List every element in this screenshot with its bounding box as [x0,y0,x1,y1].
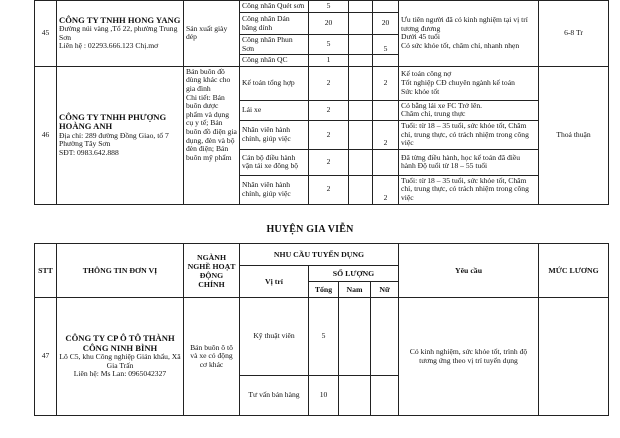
stt-cell: 46 [35,66,57,204]
female-cell [373,55,399,67]
company-info [57,66,184,204]
header-female: Nữ [371,282,399,298]
position-cell: Cán bộ điều hành vận tải xe đông bộ [240,149,309,175]
female-cell [373,1,399,13]
male-cell [349,35,373,55]
requirements-cell: Kế toán công nợ Tốt nghiệp CĐ chuyên ngành kế toán Sức khỏe tốt [399,66,539,100]
male-cell [349,175,373,204]
total-cell: 5 [309,35,349,55]
stt-cell: 45 [35,1,57,67]
female-cell [373,100,399,120]
total-cell: 2 [309,120,349,149]
requirements-cell: Đã từng điều hành, học kế toán đã điều hành Độ tuổi từ 18 – 55 tuổi [399,149,539,175]
requirements-cell: Có kinh nghiệm, sức khỏe tốt, trình độ tương ứng theo vị trí tuyển dụng [399,298,539,416]
header-male: Nam [339,282,371,298]
header-requirements: Yêu cầu [399,244,539,298]
header-stt: STT [35,244,57,298]
position-cell: Kế toán tổng hợp [240,66,309,100]
female-cell: 5 [373,35,399,55]
header-position: Vị trí [240,266,309,298]
company-address: Đường núi vàng ,Tổ 22, phường Trung Sơn [59,24,178,42]
company-info [57,1,184,67]
female-cell: 20 [373,13,399,35]
section-title: HUYỆN GIA VIỄN [266,224,354,235]
table-row [35,298,609,376]
requirements-cell: Tuổi: từ 18 – 35 tuổi, sức khỏe tốt, Chăm chỉ, trung thực, có trách nhiệm trong công việc [399,120,539,149]
employer-table-bottom [34,243,609,416]
company-name: CÔNG TY TNHH HONG YANG [59,14,181,25]
header-industry: NGÀNH NGHỀ HOẠT ĐỘNG CHÍNH [184,244,240,298]
female-cell: 2 [373,120,399,149]
company-address: Địa chỉ: 289 đường Đồng Giao, tổ 7 Phường Tây Sơn [59,130,169,149]
position-cell: Công nhân Phun Sơn [240,35,309,55]
industry-cell: Bán buôn ô tô và xe có động cơ khác [184,298,240,416]
female-cell: 2 [373,66,399,100]
header-company: THÔNG TIN ĐƠN VỊ [57,244,184,298]
male-cell [349,55,373,67]
header-quantity: SỐ LƯỢNG [309,266,399,282]
total-cell: 2 [309,66,349,100]
total-cell: 10 [309,376,339,416]
female-cell [373,149,399,175]
position-cell: Lái xe [240,100,309,120]
stt-cell: 47 [35,298,57,416]
female-cell: 2 [373,175,399,204]
total-cell: 5 [309,298,339,376]
industry-cell: Bán buôn đồ dùng khác cho gia đình Chi tiết: Bán buôn dược phẩm và dụng cụ y tế; Bán buôn đồ điện gia dụng, đèn và bộ đèn điện; Bán buôn mỹ phẩm [184,66,240,204]
company-contact: Liên hệ : 02293.666.123 Chị.mơ [59,41,159,51]
male-cell [339,298,371,376]
company-address: Lô C5, khu Công nghiệp Gián khẩu, Xã Gia Trấn [59,352,181,370]
total-cell: 2 [309,100,349,120]
company-name: CÔNG TY TNHH PHƯỢNG HOÀNG ANH [59,111,167,132]
company-contact: SĐT: 0983.642.888 [59,148,119,158]
position-cell: Tư vấn bán hàng [240,376,309,416]
header-salary: MỨC LƯƠNG [539,244,609,298]
position-cell: Kỹ thuật viên [240,298,309,376]
header-row [35,244,609,266]
total-cell: 5 [309,1,349,13]
salary-cell: Thoả thuận [539,66,609,204]
company-name: CÔNG TY CP Ô TÔ THÀNH CÔNG NINH BÌNH [65,333,175,353]
female-cell [371,298,399,376]
position-cell: Nhân viên hành chính, giúp việc [240,120,309,149]
total-cell: 2 [309,149,349,175]
employer-table-top [34,0,609,205]
salary-cell [539,298,609,416]
table-row [35,1,609,13]
company-contact: Liên hệ: Ms Lan: 0965042327 [73,369,167,379]
salary-cell: 6-8 Tr [539,1,609,67]
female-cell [371,376,399,416]
male-cell [349,100,373,120]
position-cell: Nhân viên hành chính, giúp việc [240,175,309,204]
position-cell: Công nhân QC [240,55,309,67]
requirements-cell: Có bằng lái xe FC Trở lên. Chăm chỉ, trung thực [399,100,539,120]
requirements-cell: Tuổi: từ 18 – 35 tuổi, sức khỏe tốt, Chăm chỉ, trung thực, có trách nhiệm trong công việc [399,175,539,204]
header-demand: NHU CẦU TUYỂN DỤNG [240,244,399,266]
table-row [35,66,609,100]
male-cell [349,66,373,100]
male-cell [349,120,373,149]
header-total: Tổng [309,282,339,298]
total-cell: 1 [309,55,349,67]
male-cell [349,149,373,175]
total-cell: 2 [309,175,349,204]
total-cell: 20 [309,13,349,35]
company-info [57,298,184,416]
male-cell [349,13,373,35]
position-cell: Công nhân Dán băng dính [240,13,309,35]
male-cell [339,376,371,416]
position-cell: Công nhân Quét sơn [240,1,309,13]
industry-cell: Sản xuất giày dép [184,1,240,67]
requirements-cell: Ưu tiên người đã có kinh nghiệm tại vị trí tương đương Dưới 45 tuổi Có sức khỏe tốt, chăm chỉ, nhanh nhẹn [399,1,539,67]
male-cell [349,1,373,13]
